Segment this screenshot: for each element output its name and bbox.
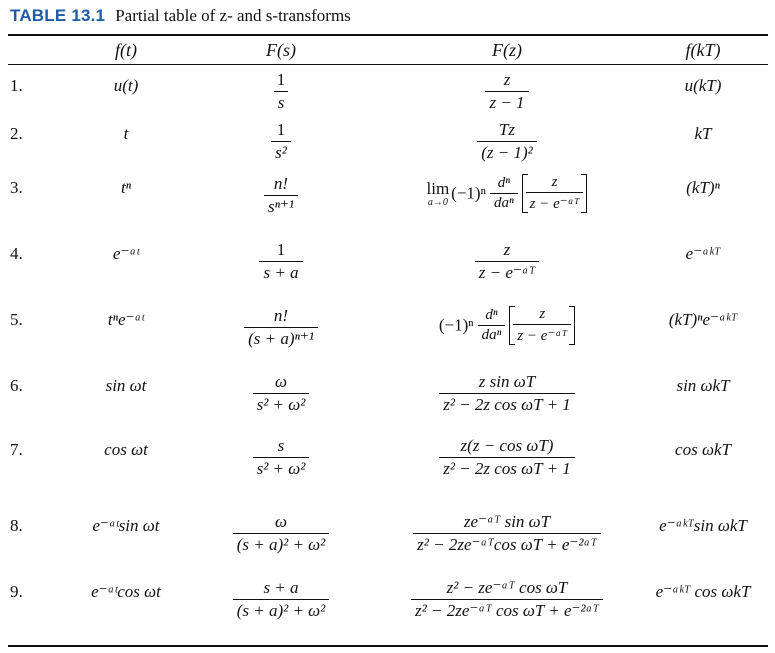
time-function: t (123, 124, 129, 143)
time-function: e⁻ᵃᵗ (112, 244, 140, 263)
time-function: u(t) (113, 76, 139, 95)
row-number: 9. (10, 582, 23, 601)
z-transform: $\frac{z}{z - 1}$ (485, 70, 528, 113)
s-transform: $\frac{\omega}{\text{(s + a)² + ω²}}$ (233, 512, 330, 555)
sampled-function: cos ωkT (675, 440, 731, 459)
sampled-function: e⁻ᵃᵏᵀ cos ωkT (655, 582, 751, 601)
sampled-function: e⁻ᵃᵏᵀsin ωkT (659, 516, 747, 535)
sampled-function: u(kT) (684, 76, 722, 95)
z-transform: $\frac{\text{z(z − cos ωT)}}{\text{z² − 2z cos ωT + 1}}$ (439, 436, 575, 479)
s-transform: $\frac{s}{\text{s² + ω²}}$ (253, 436, 310, 479)
time-function: tⁿe⁻ᵃᵗ (107, 310, 145, 329)
row-number: 7. (10, 440, 23, 459)
sampled-function: kT (694, 124, 712, 143)
header-F-s: F(s) (266, 40, 296, 60)
time-function: e⁻ᵃᵗsin ωt (92, 516, 160, 535)
s-transform: $\frac{s + a}{\text{(s + a)² + ω²}}$ (233, 578, 330, 621)
z-transform: lim a→0 (−1)ⁿ $\frac{\text{dⁿ}}{\text{daⁿ}}$ $\frac{z}{\text{z − e⁻ᵃᵀ}}$ (382, 174, 632, 213)
table-caption (10, 6, 351, 30)
row-number: 2. (10, 124, 23, 143)
s-transform: $\frac{1}{\text{s²}}$ (271, 120, 291, 163)
sampled-function: e⁻ᵃᵏᵀ (685, 244, 721, 263)
table-label: TABLE 13.1 (10, 6, 106, 25)
time-function: cos ωt (104, 440, 148, 459)
row-number: 1. (10, 76, 23, 95)
bottom-rule (8, 645, 768, 647)
table-title: Partial table of z- and s-transforms (115, 6, 351, 25)
header-F-z: F(z) (492, 40, 522, 60)
row-number: 8. (10, 516, 23, 535)
z-transform: (−1)ⁿ $\frac{\text{dⁿ}}{\text{daⁿ}}$ $\frac{z}{\text{z − e⁻ᵃᵀ}}$ (382, 306, 632, 345)
row-number: 4. (10, 244, 23, 263)
row-number: 5. (10, 310, 23, 329)
header-f-kT: f(kT) (685, 40, 721, 60)
z-transform: $\frac{\text{z² − ze⁻ᵃᵀ cos ωT}}{\text{z² − 2ze⁻ᵃᵀ cos ωT + e⁻²ᵃᵀ}}$ (411, 578, 603, 621)
header-f-t: f(t) (115, 40, 137, 60)
top-rule (8, 34, 768, 36)
z-transform: $\frac{\text{z sin ωT}}{\text{z² − 2z cos ωT + 1}}$ (439, 372, 575, 415)
s-transform: $\frac{n!}{\text{(s + a)ⁿ⁺¹}}$ (244, 306, 318, 349)
z-transform: $\frac{z}{\text{z − e⁻ᵃᵀ}}$ (475, 240, 539, 283)
row-number: 3. (10, 178, 23, 197)
s-transform: $\frac{\omega}{\text{s² + ω²}}$ (253, 372, 310, 415)
z-transform: $\frac{\text{ze⁻ᵃᵀ sin ωT}}{\text{z² − 2ze⁻ᵃᵀcos ωT + e⁻²ᵃᵀ}}$ (413, 512, 601, 555)
time-function: tⁿ (120, 178, 132, 197)
s-transform: $\frac{1}{s + a}$ (259, 240, 302, 283)
s-transform: $\frac{n!}{\text{sⁿ⁺¹}}$ (264, 174, 298, 217)
time-function: e⁻ᵃᵗcos ωt (91, 582, 161, 601)
z-transform: $\frac{Tz}{\text{(z − 1)²}}$ (477, 120, 537, 163)
time-function: sin ωt (105, 376, 147, 395)
header-rule (8, 64, 768, 65)
sampled-function: (kT)ⁿ (686, 178, 720, 197)
row-number: 6. (10, 376, 23, 395)
sampled-function: (kT)ⁿe⁻ᵃᵏᵀ (668, 310, 738, 329)
sampled-function: sin ωkT (676, 376, 730, 395)
s-transform: $\frac{1}{s}$ (273, 70, 290, 113)
